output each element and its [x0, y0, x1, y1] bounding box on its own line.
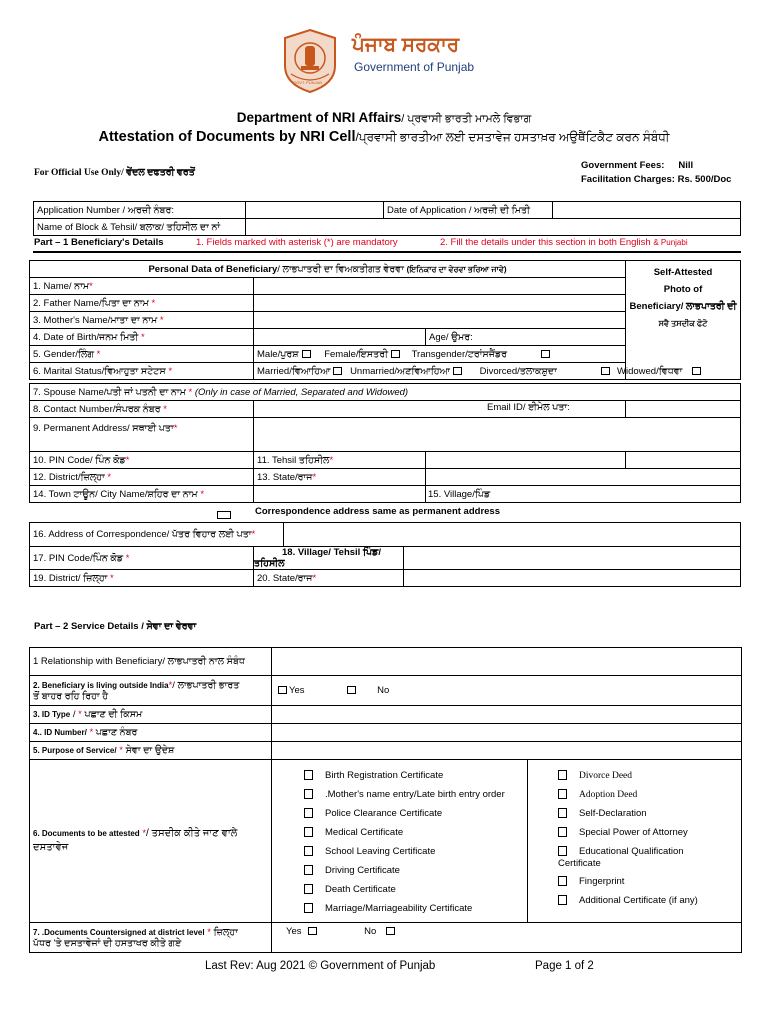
tehsil-field-extra[interactable] [626, 452, 741, 469]
seal-text: GOVT. PUNJAB [293, 80, 322, 85]
doc-option[interactable]: Driving Certificate [304, 865, 505, 884]
doc-checkbox[interactable] [558, 770, 567, 780]
town-field[interactable] [254, 486, 426, 503]
purpose-field[interactable] [272, 742, 742, 760]
part2-heading: Part – 2 Service Details / ਸੇਵਾ ਦਾ ਵੇਰਵਾ [34, 621, 197, 632]
personal-data-table [29, 260, 741, 380]
id-number-field[interactable] [272, 724, 742, 742]
permanent-address-field[interactable] [254, 418, 741, 452]
outside-india-options: Yes No [272, 676, 742, 706]
doc-option[interactable]: Self-Declaration [558, 808, 718, 827]
doc-option[interactable]: Marriage/Marriageability Certificate [304, 903, 505, 922]
doc-checkbox[interactable] [304, 827, 313, 837]
countersigned-options: Yes No [272, 923, 742, 953]
doc-checkbox[interactable] [304, 789, 313, 799]
gender-label: 5. Gender/ਲਿੰਗ * [30, 346, 254, 363]
name-field[interactable] [254, 278, 626, 295]
dob-label: 4. Date of Birth/ਜਨਮ ਮਿਤੀ * [30, 329, 254, 346]
brand-punjabi: ਪੰਜਾਬ ਸਰਕਾਰ [352, 34, 460, 56]
outside-yes-checkbox[interactable] [278, 686, 287, 694]
doc-option[interactable]: Educational Qualification Certificate [558, 846, 684, 869]
state-field[interactable] [426, 469, 741, 486]
district2-label: 19. District/ ਜ਼ਿਲ੍ਹਾ * [30, 570, 254, 587]
page-title-line1: Department of NRI Affairs/ ਪ੍ਰਵਾਸੀ ਭਾਰਤੀ ਮਾਮਲੇ ਵਿਭਾਗ [236, 110, 532, 125]
doc-option[interactable]: Additional Certificate (if any) [558, 895, 718, 914]
doc-option[interactable]: Adoption Deed [558, 789, 718, 808]
doc-checkbox[interactable] [558, 846, 567, 856]
town-label: 14. Town ਟਾਊਨ/ City Name/ਸ਼ਹਿਰ ਦਾ ਨਾਮ * [30, 486, 254, 503]
correspondence-address-label: 16. Address of Correspondence/ ਪੱਤਰ ਵਿਹਾਰ ਲਈ ਪਤਾ* [30, 523, 284, 547]
application-date-label: Date of Application / ਅਰਜ਼ੀ ਦੀ ਮਿਤੀ [384, 202, 553, 219]
doc-checkbox[interactable] [304, 884, 313, 894]
personal-data-heading: Personal Data of Beneficiary/ ਲਾਭਪਾਤਰੀ ਦਾ ਵਿਅਕਤੀਗਤ ਵੇਰਵਾ (ਇਨਿਕਾਰ ਦਾ ਵੇਰਵਾ ਭਰਿਆ ਜਾਵੇ) [30, 261, 626, 278]
doc-checkbox[interactable] [558, 876, 567, 886]
transgender-checkbox[interactable] [541, 350, 550, 358]
id-type-label: 3. ID Type / * ਪਛਾਣ ਦੀ ਕਿਸਮ [30, 706, 272, 724]
state2-field[interactable] [404, 570, 741, 587]
doc-checkbox[interactable] [304, 865, 313, 875]
spouse-name-row[interactable]: 7. Spouse Name/ਪਤੀ ਜਾਂ ਪਤਨੀ ਦਾ ਨਾਮ * (Only in case of Married, Separated and Widowed) [30, 384, 741, 401]
punjab-seal-logo [281, 28, 339, 94]
doc-checkbox[interactable] [558, 895, 567, 905]
marital-options: Married/ਵਿਆਹਿਆ Unmarried/ਅਣਵਿਆਹਿਆ Divorced/ਤਲਾਕਸ਼ੁਦਾ [254, 363, 626, 380]
village-label[interactable]: 15. Village/ਪਿੰਡ [426, 486, 741, 503]
doc-checkbox[interactable] [304, 903, 313, 913]
outside-no-checkbox[interactable] [347, 686, 356, 694]
mother-name-field[interactable] [254, 312, 626, 329]
doc-option[interactable]: Special Power of Attorney [558, 827, 718, 846]
doc-checkbox[interactable] [558, 827, 567, 837]
application-box [33, 201, 741, 236]
purpose-label: 5. Purpose of Service/ * ਸੇਵਾ ਦਾ ਉਦੇਸ਼ [30, 742, 272, 760]
doc-checkbox[interactable] [558, 808, 567, 818]
doc-option[interactable]: .Mother's name entry/Late birth entry order [304, 789, 505, 808]
government-fees: Government Fees: Nill [581, 160, 694, 171]
application-number-field[interactable] [246, 202, 384, 219]
widowed-checkbox[interactable] [692, 367, 701, 375]
doc-checkbox[interactable] [304, 770, 313, 780]
photo-box[interactable]: Self-Attested Photo of Beneficiary/ ਲਾਭਪਾਤਰੀ ਦੀ ਸਵੈ ਤਸਦੀਕ ਫੋਟੋ [626, 261, 741, 380]
id-number-label: 4.. ID Number/ * ਪਛਾਣ ਨੰਬਰ [30, 724, 272, 742]
pin2-label: 17. PIN Code/ਪਿੰਨ ਕੋਡ * [30, 547, 254, 570]
documents-right-list [558, 770, 718, 914]
application-number-label: Application Number / ਅਰਜ਼ੀ ਨੰਬਰ: [34, 202, 246, 219]
application-date-field[interactable] [553, 202, 741, 219]
part1-note-mandatory: 1. Fields marked with asterisk (*) are mandatory [196, 237, 398, 248]
doc-option[interactable]: Medical Certificate [304, 827, 505, 846]
state2-label: 20. State/ਰਾਜ* [254, 570, 404, 587]
pin-label: 10. PIN Code/ ਪਿੰਨ ਕੋਡ* [30, 452, 254, 469]
district-label: 12. District/ਜ਼ਿਲ੍ਹਾ * [30, 469, 254, 486]
doc-option[interactable]: Death Certificate [304, 884, 505, 903]
female-checkbox[interactable] [391, 350, 400, 358]
village-tehsil-label: 18. Village/ Tehsil ਪਿੰਡ/ਤਹਿਸੀਲ [254, 547, 404, 570]
village-tehsil-field[interactable] [404, 547, 741, 570]
address-table [29, 383, 741, 503]
age-label[interactable]: Age/ ਉਮਰ: [426, 329, 626, 346]
gender-options: Male/ਪੁਰਸ਼ Female/ਇਸਤਰੀ Transgender/ਟਰਾਂਸਜੈਂਡਰ [254, 346, 626, 363]
doc-option[interactable]: School Leaving Certificate [304, 846, 505, 865]
tehsil-field[interactable] [426, 452, 626, 469]
relationship-label: 1 Relationship with Beneficiary/ ਲਾਭਪਾਤਰੀ ਨਾਲ ਸੰਬੰਧ [30, 648, 272, 676]
relationship-field[interactable] [272, 648, 742, 676]
official-use-label: For Official Use Only/ ਵੇਂਦਲ ਦਫਤਰੀ ਵਰਤੋਂ [34, 168, 195, 178]
footer-revision: Last Rev: Aug 2021 © Government of Punjab [205, 960, 436, 972]
email-label: Email ID/ ਈਮੇਲ ਪਤਾ: [487, 402, 570, 413]
countersigned-no-checkbox[interactable] [386, 927, 395, 935]
divorced-checkbox[interactable] [601, 367, 610, 375]
permanent-address-label: 9. Permanent Address/ ਸਥਾਈ ਪਤਾ* [30, 418, 254, 452]
doc-option[interactable]: Divorce Deed [558, 770, 718, 789]
same-address-heading: Correspondence address same as permanent address [255, 506, 500, 517]
tehsil-label: 11. Tehsil ਤਹਿਸੀਲ* [254, 452, 426, 469]
mother-name-label: 3. Mother's Name/ਮਾਤਾ ਦਾ ਨਾਮ * [30, 312, 254, 329]
widowed-option: Widowed/ਵਿਧਵਾ [617, 366, 704, 377]
married-checkbox[interactable] [333, 367, 342, 375]
page-title-line2: Attestation of Documents by NRI Cell/ਪ੍ਰਵਾਸੀ ਭਾਰਤੀਆ ਲਈ ਦਸਤਾਵੇਜ ਹਸਤਾਖ਼ਰ ਅਉਥੈਂਟਿਕੈਟ ਕਰਨ ਸੰਬੰਧੀ [98, 129, 670, 145]
dob-field[interactable] [254, 329, 426, 346]
male-checkbox[interactable] [302, 350, 311, 358]
doc-option[interactable]: Birth Registration Certificate [304, 770, 505, 789]
name-label: 1. Name/ ਨਾਮ* [30, 278, 254, 295]
email-field[interactable] [626, 401, 741, 418]
father-name-label: 2. Father Name/ਪਿਤਾ ਦਾ ਨਾਮ * [30, 295, 254, 312]
doc-checkbox[interactable] [304, 808, 313, 818]
brand-english: Government of Punjab [354, 60, 475, 74]
same-address-checkbox[interactable] [217, 511, 231, 519]
documents-label: 6. Documents to be attested */ ਤਸਦੀਕ ਕੀਤੇ ਜਾਣ ਵਾਲੇ ਦਸਤਾਵੇਜ [30, 760, 272, 923]
correspondence-address-field[interactable] [284, 523, 741, 547]
doc-checkbox[interactable] [304, 846, 313, 856]
countersigned-label: 7. .Documents Countersigned at district level * ਜ਼ਿਲ੍ਹਾ ਪੱਧਰ 'ਤੇ ਦਸਤਾਵੇਜਾਂ ਦੀ ਹਸਤਾਖਰ ਕੀਤੇ ਗਏ [30, 923, 272, 953]
block-tehsil-label: Name of Block & Tehsil/ ਬਲਾਕ/ ਤਹਿਸੀਲ ਦਾ ਨਾਂ [34, 219, 246, 236]
id-type-field[interactable] [272, 706, 742, 724]
doc-option[interactable]: Police Clearance Certificate [304, 808, 505, 827]
state-label: 13. State/ਰਾਜ* [254, 469, 426, 486]
doc-option[interactable]: Fingerprint [558, 876, 718, 895]
father-name-field[interactable] [254, 295, 626, 312]
block-tehsil-field[interactable] [246, 219, 741, 236]
facilitation-charges: Facilitation Charges: Rs. 500/Doc [581, 174, 732, 185]
marital-label: 6. Marital Status/ਵਿਆਹੁਤਾ ਸਟੇਟਸ * [30, 363, 254, 380]
footer-page-number: Page 1 of 2 [535, 960, 594, 972]
unmarried-checkbox[interactable] [453, 367, 462, 375]
part1-divider [33, 251, 741, 253]
countersigned-yes-checkbox[interactable] [308, 927, 317, 935]
part1-heading: Part – 1 Beneficiary's Details [34, 237, 164, 248]
documents-left-list [304, 770, 505, 922]
part1-note-languages: 2. Fill the details under this section in both English & Punjabi [440, 237, 688, 248]
outside-india-label: 2. Beneficiary is living outside India*/ ਲਾਭਪਾਤਰੀ ਭਾਰਤ ਤੋਂ ਬਾਹਰ ਰਹਿ ਰਿਹਾ ਹੈ [30, 676, 272, 706]
contact-label: 8. Contact Number/ਸੰਪਰਕ ਨੰਬਰ * [30, 401, 254, 418]
doc-checkbox[interactable] [558, 789, 567, 799]
correspondence-table [29, 522, 741, 587]
